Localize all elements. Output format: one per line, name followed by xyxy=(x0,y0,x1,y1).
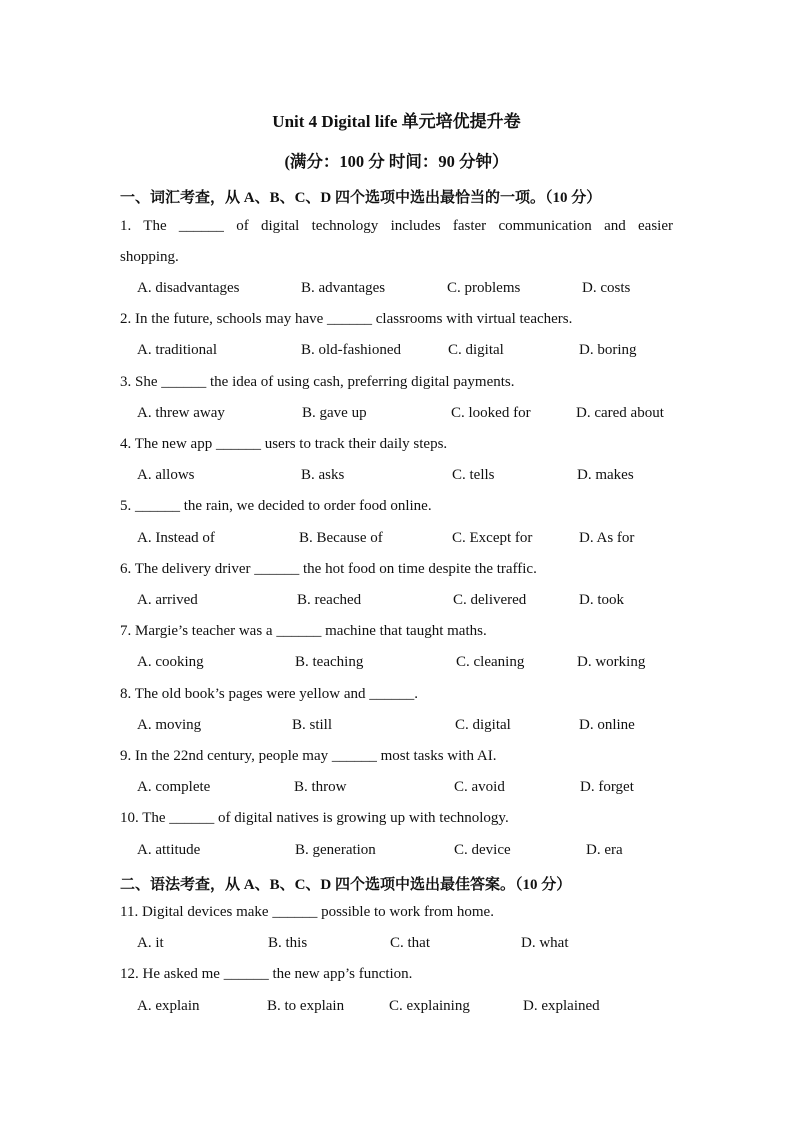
option-a: A. traditional xyxy=(137,342,217,358)
question-stem: 3. She ______ the idea of using cash, preferring digital payments. xyxy=(120,374,515,390)
option-b: B. gave up xyxy=(302,405,367,421)
option-b: B. old-fashioned xyxy=(301,342,401,358)
question-stem: 8. The old book’s pages were yellow and ______. xyxy=(120,686,419,702)
option-d: D. cared about xyxy=(576,405,664,421)
option-d: D. working xyxy=(577,654,646,670)
option-d: D. online xyxy=(579,717,635,733)
option-c: C. tells xyxy=(452,467,495,483)
section-heading: 二、语法考查，从 A、B、C、D 四个选项中选出最佳答案。（10 分） xyxy=(120,877,572,893)
option-a: A. disadvantages xyxy=(137,280,240,296)
option-a: A. cooking xyxy=(137,654,204,670)
option-c: C. problems xyxy=(447,280,521,296)
section-heading: 一、词汇考查，从 A、B、C、D 四个选项中选出最恰当的一项。（10 分） xyxy=(120,190,602,206)
question-stem: 4. The new app ______ users to track their daily steps. xyxy=(120,436,448,452)
question-stem: 6. The delivery driver ______ the hot food on time despite the traffic. xyxy=(120,561,537,577)
option-c: C. device xyxy=(454,842,511,858)
option-c: C. avoid xyxy=(454,779,505,795)
option-c: C. delivered xyxy=(453,592,527,608)
option-d: D. forget xyxy=(580,779,634,795)
option-d: D. era xyxy=(586,842,623,858)
question-stem: 1. The ______ of digital technology includes faster communication and easier xyxy=(120,218,673,234)
option-a: A. threw away xyxy=(137,405,225,421)
option-d: D. took xyxy=(579,592,624,608)
option-a: A. attitude xyxy=(137,842,201,858)
option-d: D. what xyxy=(521,935,569,951)
question-stem-continued: shopping. xyxy=(120,249,179,265)
option-d: D. boring xyxy=(579,342,637,358)
option-c: C. that xyxy=(390,935,430,951)
option-c: C. digital xyxy=(455,717,511,733)
option-a: A. arrived xyxy=(137,592,198,608)
exam-info: (满分：100 分 时间：90 分钟） xyxy=(284,152,509,171)
option-b: B. still xyxy=(292,717,333,733)
option-a: A. complete xyxy=(137,779,211,795)
option-c: C. looked for xyxy=(451,405,531,421)
option-b: B. advantages xyxy=(301,280,386,296)
question-stem: 2. In the future, schools may have ______ classrooms with virtual teachers. xyxy=(120,311,573,327)
option-b: B. to explain xyxy=(267,998,345,1014)
option-b: B. this xyxy=(268,935,308,951)
option-a: A. it xyxy=(137,935,164,951)
option-a: A. allows xyxy=(137,467,195,483)
option-a: A. moving xyxy=(137,717,202,733)
option-c: C. Except for xyxy=(452,530,533,546)
question-stem: 7. Margie’s teacher was a ______ machine that taught maths. xyxy=(120,623,487,639)
option-b: B. reached xyxy=(297,592,362,608)
question-stem: 12. He asked me ______ the new app’s function. xyxy=(120,966,413,982)
option-b: B. generation xyxy=(295,842,376,858)
question-stem: 9. In the 22nd century, people may ______ most tasks with AI. xyxy=(120,748,497,764)
option-b: B. throw xyxy=(294,779,347,795)
option-b: B. teaching xyxy=(295,654,364,670)
option-a: A. explain xyxy=(137,998,200,1014)
page-title: Unit 4 Digital life 单元培优提升卷 xyxy=(272,112,521,131)
question-stem: 5. ______ the rain, we decided to order food online. xyxy=(120,498,432,514)
option-d: D. costs xyxy=(582,280,631,296)
option-a: A. Instead of xyxy=(137,530,215,546)
option-d: D. explained xyxy=(523,998,600,1014)
option-b: B. asks xyxy=(301,467,345,483)
option-d: D. As for xyxy=(579,530,635,546)
option-c: C. cleaning xyxy=(456,654,525,670)
option-b: B. Because of xyxy=(299,530,383,546)
question-stem: 10. The ______ of digital natives is growing up with technology. xyxy=(120,810,509,826)
option-c: C. digital xyxy=(448,342,504,358)
option-c: C. explaining xyxy=(389,998,470,1014)
question-stem: 11. Digital devices make ______ possible to work from home. xyxy=(120,904,494,920)
option-d: D. makes xyxy=(577,467,634,483)
